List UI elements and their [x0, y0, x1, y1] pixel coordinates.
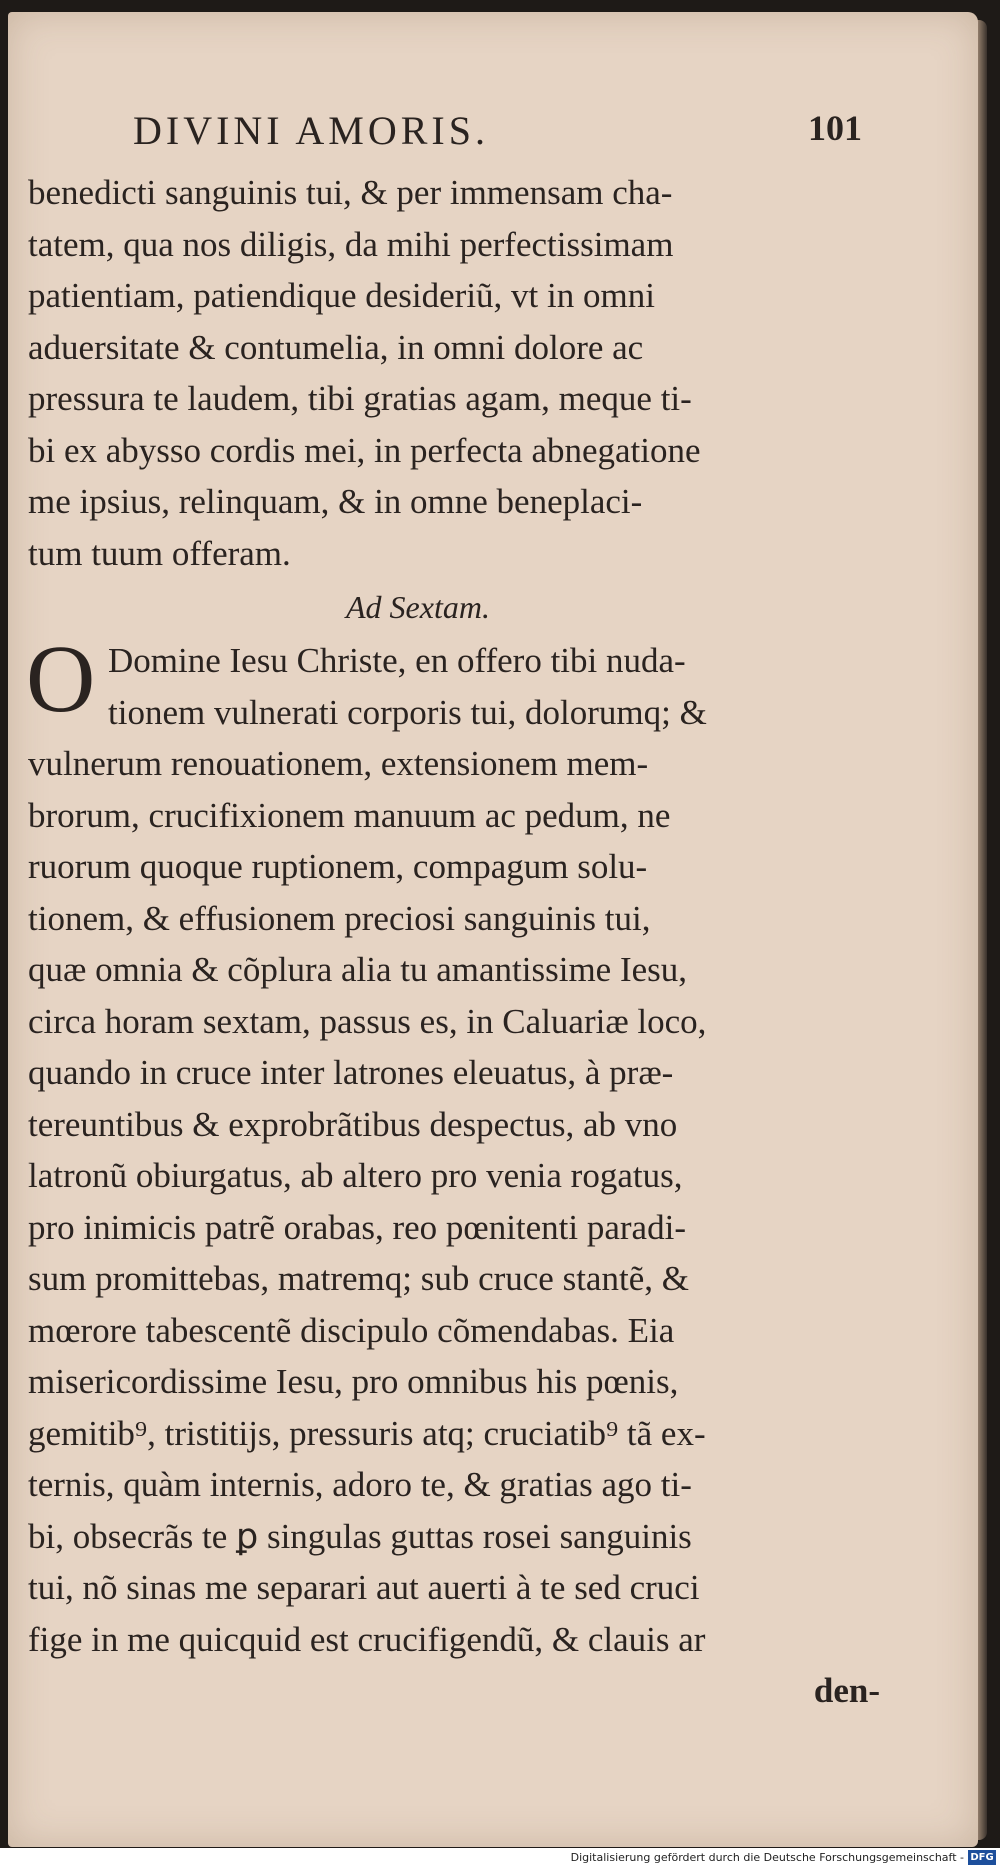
text-line: tionem, & effusionem preciosi sanguinis tui, — [28, 898, 651, 938]
text-line: fige in me quicquid est crucifigendũ, & clauis ar — [28, 1619, 706, 1659]
text-line: misericordissime Iesu, pro omnibus his pœnis, — [28, 1362, 679, 1401]
drop-initial: O — [26, 625, 96, 732]
text-line: latronũ obiurgatus, ab altero pro venia rogatus, — [28, 1156, 683, 1195]
text-line: ternis, quàm internis, adoro te, & gratias ago ti- — [28, 1465, 692, 1504]
funding-credit: Digitalisierung gefördert durch die Deutsche Forschungsgemeinschaft - — [570, 1851, 964, 1864]
text-line: tui, nõ sinas me separari aut auerti à te sed cruci — [28, 1568, 700, 1607]
text-line: bi, obsecrãs te ꝑ singulas guttas rosei sanguinis — [28, 1516, 692, 1556]
catchword-row — [28, 1665, 888, 1717]
catchword: den- — [813, 1671, 880, 1710]
book-page — [8, 12, 978, 1847]
text-line: pro inimicis patrẽ orabas, reo pœnitenti paradi- — [28, 1207, 686, 1247]
text-line: tereuntibus & exprobrãtibus despectus, ab vno — [28, 1104, 678, 1144]
text-line: tum tuum offeram. — [28, 533, 291, 573]
text-line: bi ex abysso cordis mei, in perfecta abnegatione — [28, 430, 701, 470]
page-text — [28, 107, 888, 1717]
text-line: mœrore tabescentẽ discipulo cõmendabas. Eia — [28, 1310, 675, 1350]
opening-paragraph — [28, 167, 888, 579]
text-line: brorum, crucifixionem manuum ac pedum, ne — [28, 795, 671, 835]
text-line: ruorum quoque ruptionem, compagum solu- — [28, 847, 648, 886]
running-title: DIVINI AMORIS. — [133, 108, 489, 153]
text-line: me ipsius, relinquam, & in omne beneplaci- — [28, 482, 643, 521]
text-line: pressura te laudem, tibi gratias agam, meque ti- — [28, 379, 692, 418]
section-paragraph — [26, 625, 888, 1665]
page-number: 101 — [808, 108, 862, 148]
text-line: benedicti sanguinis tui, & per immensam cha- — [28, 173, 673, 212]
section-heading: Ad Sextam. — [346, 589, 490, 625]
text-line: tatem, qua nos diligis, da mihi perfectissimam — [28, 224, 674, 264]
text-line: circa horam sextam, passus es, in Caluariæ loco, — [28, 1001, 707, 1041]
text-line: quando in cruce inter latrones eleuatus, à præ- — [28, 1053, 674, 1092]
text-line: vulnerum renouationem, extensionem mem- — [28, 744, 649, 783]
digitization-footer — [0, 1848, 1000, 1869]
text-line: aduersitate & contumelia, in omni dolore ac — [28, 327, 644, 367]
text-line: tionem vulnerati corporis tui, dolorumq; & — [108, 692, 707, 732]
text-line: patientiam, patiendique desideriũ, vt in omni — [28, 276, 655, 315]
dfg-logo: DFG — [968, 1850, 996, 1865]
text-line: quæ omnia & cõplura alia tu amantissime Iesu, — [28, 950, 688, 989]
text-line: sum promittebas, matremq; sub cruce stantẽ, & — [28, 1259, 689, 1298]
text-line: gemitib⁹, tristitijs, pressuris atq; cruciatib⁹ tã ex- — [28, 1413, 706, 1453]
running-head — [28, 107, 888, 167]
text-line: Domine Iesu Christe, en offero tibi nuda- — [108, 641, 686, 680]
